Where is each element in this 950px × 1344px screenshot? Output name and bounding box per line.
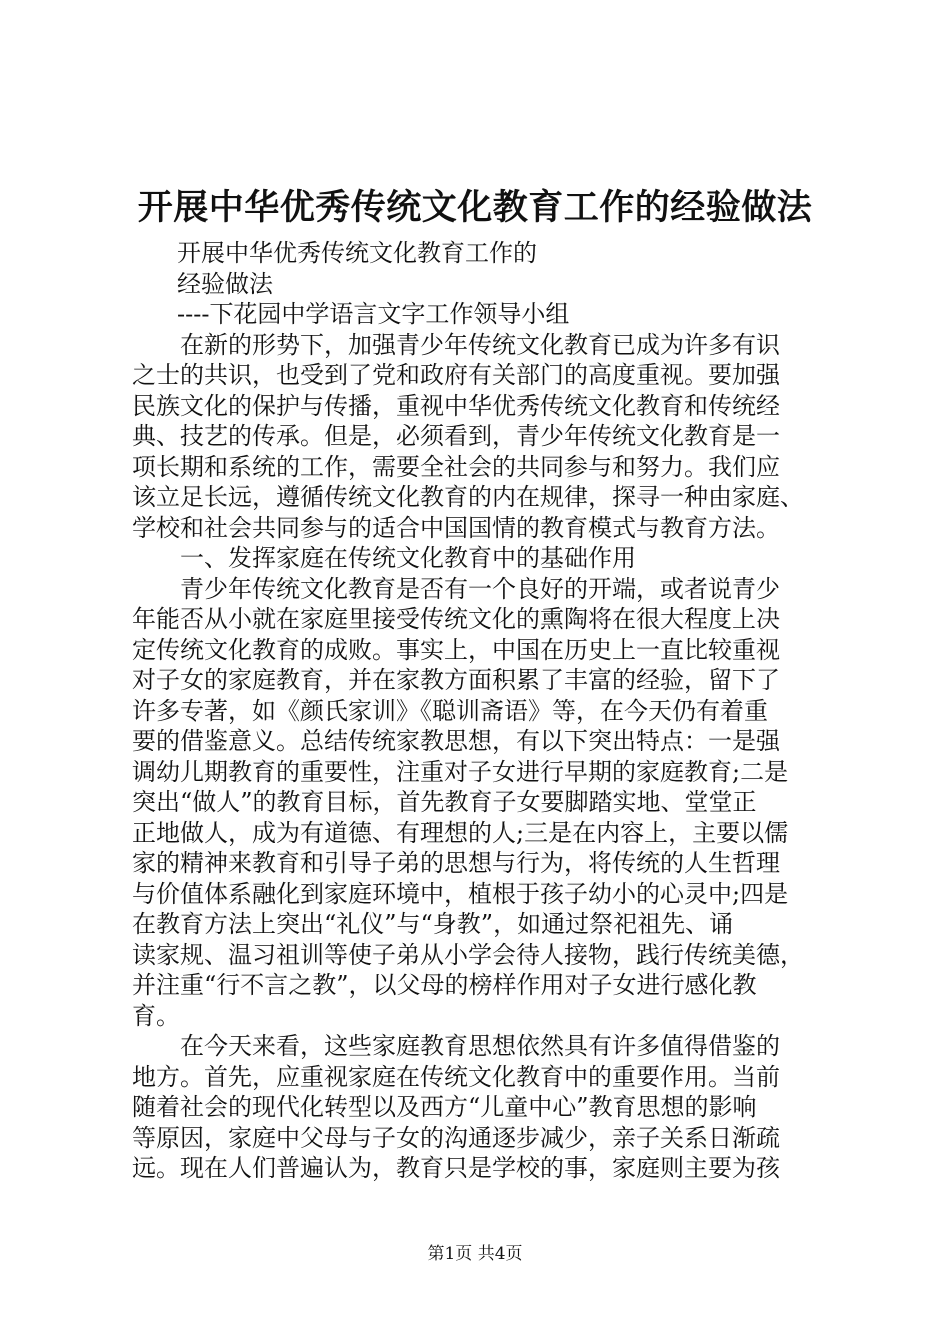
body-line: 调幼儿期教育的重要性，注重对子女进行早期的家庭教育;二是	[132, 757, 789, 786]
body-line: 要的借鉴意义。总结传统家教思想，有以下突出特点：一是强	[132, 727, 780, 755]
document-body	[132, 238, 832, 1184]
body-line: 正地做人，成为有道德、有理想的人;三是在内容上，主要以儒	[132, 818, 789, 847]
body-line: 定传统文化教育的成败。事实上，中国在历史上一直比较重视	[132, 635, 780, 664]
body-line: 民族文化的保护与传播，重视中华优秀传统文化教育和传统经	[132, 391, 780, 420]
body-line: 典、技艺的传承。但是，必须看到，青少年传统文化教育是一	[132, 422, 780, 450]
body-line: 家的精神来教育和引导子弟的思想与行为，将传统的人生哲理	[132, 849, 780, 877]
body-line: 许多专著，如《颜氏家训》《聪训斋语》等，在今天仍有着重	[132, 696, 768, 725]
body-line: 等原因，家庭中父母与子女的沟通逐步减少，亲子关系日渐疏	[132, 1123, 780, 1152]
body-line: 之士的共识，也受到了党和政府有关部门的高度重视。要加强	[132, 361, 780, 389]
body-line: 育。	[132, 1001, 180, 1030]
body-line: 随着社会的现代化转型以及西方“儿童中心”教育思想的影响	[132, 1093, 757, 1121]
body-line: ----下花园中学语言文字工作领导小组	[177, 300, 570, 328]
body-line: 学校和社会共同参与的适合中国国情的教育模式与教育方法。	[132, 513, 780, 542]
body-line: 突出“做人”的教育目标，首先教育子女要脚踏实地、堂堂正	[132, 788, 757, 816]
body-line: 青少年传统文化教育是否有一个良好的开端，或者说青少	[180, 574, 780, 603]
body-line: 在教育方法上突出“礼仪”与“身教”，如通过祭祀祖先、诵	[132, 910, 734, 938]
body-line: 该立足长远，遵循传统文化教育的内在规律，探寻一种由家庭、	[132, 483, 804, 511]
body-line: 远。现在人们普遍认为，教育只是学校的事，家庭则主要为孩	[132, 1154, 780, 1182]
body-line: 地方。首先，应重视家庭在传统文化教育中的重要作用。当前	[132, 1062, 780, 1091]
body-line: 读家规、温习祖训等使子弟从小学会待人接物，践行传统美德，	[132, 940, 804, 969]
body-line: 一、发挥家庭在传统文化教育中的基础作用	[180, 544, 636, 572]
body-line: 项长期和系统的工作，需要全社会的共同参与和努力。我们应	[132, 452, 780, 481]
body-line: 在今天来看，这些家庭教育思想依然具有许多值得借鉴的	[180, 1032, 780, 1060]
body-line: 开展中华优秀传统文化教育工作的	[177, 239, 537, 267]
body-line: 经验做法	[177, 269, 273, 298]
body-line: 在新的形势下，加强青少年传统文化教育已成为许多有识	[180, 330, 780, 359]
page-footer: 第1页 共4页	[427, 1244, 523, 1264]
body-line: 并注重“行不言之教”，以父母的榜样作用对子女进行感化教	[132, 971, 757, 999]
body-line: 与价值体系融化到家庭环境中，植根于孩子幼小的心灵中;四是	[132, 879, 789, 908]
document-title: 开展中华优秀传统文化教育工作的经验做法	[137, 187, 813, 228]
body-line: 年能否从小就在家庭里接受传统文化的熏陶将在很大程度上决	[132, 605, 780, 633]
body-line: 对子女的家庭教育，并在家教方面积累了丰富的经验，留下了	[132, 666, 780, 694]
